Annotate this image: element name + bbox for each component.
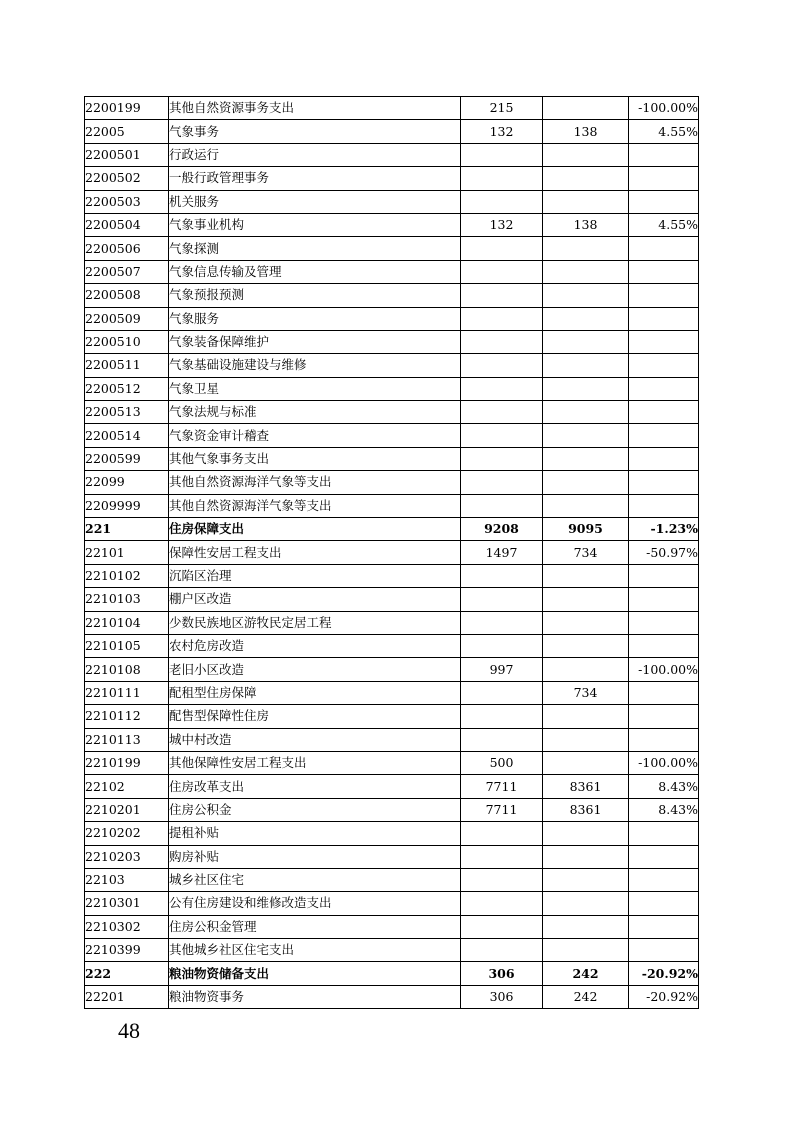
prior-year-amount-cell: 306	[461, 985, 543, 1008]
current-year-amount-cell	[543, 97, 629, 120]
prior-year-amount-cell	[461, 447, 543, 470]
table-row	[85, 190, 699, 213]
prior-year-amount-cell	[461, 564, 543, 587]
subject-code-cell: 2200511	[85, 354, 169, 377]
subject-name-cell: 其他自然资源海洋气象等支出	[169, 494, 461, 517]
subject-code-cell: 2210201	[85, 798, 169, 821]
current-year-amount-cell	[543, 868, 629, 891]
subject-name-cell: 提租补贴	[169, 822, 461, 845]
change-rate-cell: -100.00%	[629, 751, 699, 774]
prior-year-amount-cell	[461, 611, 543, 634]
current-year-amount-cell: 8361	[543, 798, 629, 821]
current-year-amount-cell	[543, 728, 629, 751]
current-year-amount-cell: 138	[543, 213, 629, 236]
change-rate-cell	[629, 588, 699, 611]
current-year-amount-cell	[543, 167, 629, 190]
table-row	[85, 120, 699, 143]
subject-code-cell: 2200199	[85, 97, 169, 120]
table-row	[85, 447, 699, 470]
table-row	[85, 728, 699, 751]
current-year-amount-cell	[543, 845, 629, 868]
subject-code-cell: 2210112	[85, 705, 169, 728]
page-number: 48	[118, 1018, 140, 1043]
subject-code-cell: 2200507	[85, 260, 169, 283]
subject-name-cell: 住房改革支出	[169, 775, 461, 798]
current-year-amount-cell	[543, 284, 629, 307]
current-year-amount-cell	[543, 237, 629, 260]
table-row	[85, 354, 699, 377]
current-year-amount-cell: 242	[543, 985, 629, 1008]
current-year-amount-cell: 734	[543, 681, 629, 704]
subject-code-cell: 22103	[85, 868, 169, 891]
table-row	[85, 915, 699, 938]
prior-year-amount-cell	[461, 307, 543, 330]
table-row	[85, 892, 699, 915]
current-year-amount-cell	[543, 611, 629, 634]
prior-year-amount-cell: 997	[461, 658, 543, 681]
table-row	[85, 775, 699, 798]
subject-name-cell: 住房公积金管理	[169, 915, 461, 938]
current-year-amount-cell: 734	[543, 541, 629, 564]
subject-name-cell: 其他自然资源海洋气象等支出	[169, 471, 461, 494]
change-rate-cell	[629, 822, 699, 845]
subject-name-cell: 其他气象事务支出	[169, 447, 461, 470]
change-rate-cell	[629, 471, 699, 494]
prior-year-amount-cell: 215	[461, 97, 543, 120]
subject-name-cell: 机关服务	[169, 190, 461, 213]
prior-year-amount-cell	[461, 588, 543, 611]
subject-code-cell: 2200504	[85, 213, 169, 236]
subject-name-cell: 购房补贴	[169, 845, 461, 868]
table-row	[85, 471, 699, 494]
prior-year-amount-cell	[461, 892, 543, 915]
change-rate-cell	[629, 260, 699, 283]
subject-code-cell: 2210399	[85, 939, 169, 962]
change-rate-cell: 8.43%	[629, 798, 699, 821]
change-rate-cell	[629, 330, 699, 353]
subject-code-cell: 2200503	[85, 190, 169, 213]
current-year-amount-cell: 9095	[543, 518, 629, 541]
table-row	[85, 939, 699, 962]
prior-year-amount-cell: 500	[461, 751, 543, 774]
subject-name-cell: 一般行政管理事务	[169, 167, 461, 190]
current-year-amount-cell	[543, 447, 629, 470]
subject-code-cell: 2210113	[85, 728, 169, 751]
table-row	[85, 330, 699, 353]
subject-code-cell: 2200514	[85, 424, 169, 447]
change-rate-cell	[629, 401, 699, 424]
table-row	[85, 681, 699, 704]
prior-year-amount-cell	[461, 845, 543, 868]
subject-code-cell: 2210102	[85, 564, 169, 587]
subject-name-cell: 沉陷区治理	[169, 564, 461, 587]
table-row	[85, 985, 699, 1008]
table-row	[85, 658, 699, 681]
current-year-amount-cell: 242	[543, 962, 629, 985]
prior-year-amount-cell	[461, 471, 543, 494]
current-year-amount-cell: 138	[543, 120, 629, 143]
category-total-row	[85, 518, 699, 541]
prior-year-amount-cell	[461, 424, 543, 447]
subject-name-cell: 其他自然资源事务支出	[169, 97, 461, 120]
subject-name-cell: 少数民族地区游牧民定居工程	[169, 611, 461, 634]
subject-name-cell: 气象事务	[169, 120, 461, 143]
prior-year-amount-cell	[461, 143, 543, 166]
change-rate-cell	[629, 728, 699, 751]
current-year-amount-cell	[543, 822, 629, 845]
table-row	[85, 377, 699, 400]
prior-year-amount-cell: 132	[461, 120, 543, 143]
table-row	[85, 401, 699, 424]
change-rate-cell	[629, 237, 699, 260]
change-rate-cell: -100.00%	[629, 658, 699, 681]
change-rate-cell: 4.55%	[629, 213, 699, 236]
current-year-amount-cell	[543, 892, 629, 915]
subject-code-cell: 2200502	[85, 167, 169, 190]
table-row	[85, 143, 699, 166]
subject-code-cell: 22102	[85, 775, 169, 798]
subject-name-cell: 气象法规与标准	[169, 401, 461, 424]
subject-code-cell: 222	[85, 962, 169, 985]
change-rate-cell	[629, 705, 699, 728]
current-year-amount-cell	[543, 915, 629, 938]
prior-year-amount-cell	[461, 260, 543, 283]
subject-code-cell: 2210203	[85, 845, 169, 868]
prior-year-amount-cell	[461, 167, 543, 190]
prior-year-amount-cell	[461, 354, 543, 377]
subject-code-cell: 2209999	[85, 494, 169, 517]
prior-year-amount-cell	[461, 705, 543, 728]
subject-name-cell: 气象服务	[169, 307, 461, 330]
subject-name-cell: 气象预报预测	[169, 284, 461, 307]
prior-year-amount-cell	[461, 284, 543, 307]
subject-name-cell: 气象探测	[169, 237, 461, 260]
subject-code-cell: 2200508	[85, 284, 169, 307]
prior-year-amount-cell	[461, 190, 543, 213]
prior-year-amount-cell: 9208	[461, 518, 543, 541]
subject-name-cell: 其他保障性安居工程支出	[169, 751, 461, 774]
prior-year-amount-cell	[461, 868, 543, 891]
subject-name-cell: 气象资金审计稽查	[169, 424, 461, 447]
change-rate-cell	[629, 611, 699, 634]
subject-name-cell: 配售型保障性住房	[169, 705, 461, 728]
current-year-amount-cell	[543, 260, 629, 283]
subject-name-cell: 气象事业机构	[169, 213, 461, 236]
change-rate-cell	[629, 354, 699, 377]
current-year-amount-cell	[543, 494, 629, 517]
subject-name-cell: 气象基础设施建设与维修	[169, 354, 461, 377]
table-row	[85, 634, 699, 657]
change-rate-cell: -20.92%	[629, 985, 699, 1008]
subject-name-cell: 城中村改造	[169, 728, 461, 751]
prior-year-amount-cell	[461, 401, 543, 424]
subject-code-cell: 22101	[85, 541, 169, 564]
current-year-amount-cell	[543, 939, 629, 962]
change-rate-cell: -1.23%	[629, 518, 699, 541]
subject-name-cell: 粮油物资事务	[169, 985, 461, 1008]
subject-name-cell: 住房公积金	[169, 798, 461, 821]
change-rate-cell	[629, 190, 699, 213]
subject-name-cell: 棚户区改造	[169, 588, 461, 611]
subject-name-cell: 粮油物资储备支出	[169, 962, 461, 985]
current-year-amount-cell	[543, 354, 629, 377]
table-row	[85, 564, 699, 587]
table-row	[85, 307, 699, 330]
subject-code-cell: 22201	[85, 985, 169, 1008]
subject-name-cell: 公有住房建设和维修改造支出	[169, 892, 461, 915]
subject-name-cell: 农村危房改造	[169, 634, 461, 657]
current-year-amount-cell	[543, 588, 629, 611]
change-rate-cell: -50.97%	[629, 541, 699, 564]
change-rate-cell: -100.00%	[629, 97, 699, 120]
subject-name-cell: 气象装备保障维护	[169, 330, 461, 353]
subject-name-cell: 行政运行	[169, 143, 461, 166]
prior-year-amount-cell	[461, 822, 543, 845]
subject-name-cell: 配租型住房保障	[169, 681, 461, 704]
current-year-amount-cell	[543, 330, 629, 353]
subject-code-cell: 2200509	[85, 307, 169, 330]
current-year-amount-cell	[543, 705, 629, 728]
subject-code-cell: 2200599	[85, 447, 169, 470]
table-row	[85, 541, 699, 564]
subject-code-cell: 2210302	[85, 915, 169, 938]
prior-year-amount-cell: 132	[461, 213, 543, 236]
prior-year-amount-cell: 306	[461, 962, 543, 985]
subject-code-cell: 2200501	[85, 143, 169, 166]
current-year-amount-cell	[543, 471, 629, 494]
change-rate-cell: 4.55%	[629, 120, 699, 143]
current-year-amount-cell	[543, 751, 629, 774]
subject-name-cell: 气象信息传输及管理	[169, 260, 461, 283]
change-rate-cell	[629, 167, 699, 190]
current-year-amount-cell	[543, 377, 629, 400]
change-rate-cell: 8.43%	[629, 775, 699, 798]
subject-code-cell: 2200513	[85, 401, 169, 424]
prior-year-amount-cell	[461, 330, 543, 353]
current-year-amount-cell	[543, 658, 629, 681]
table-row	[85, 751, 699, 774]
prior-year-amount-cell	[461, 494, 543, 517]
budget-table	[84, 96, 699, 1009]
subject-name-cell: 保障性安居工程支出	[169, 541, 461, 564]
subject-code-cell: 2210108	[85, 658, 169, 681]
table-row	[85, 97, 699, 120]
current-year-amount-cell	[543, 634, 629, 657]
table-body	[85, 97, 699, 1009]
change-rate-cell	[629, 845, 699, 868]
subject-name-cell: 气象卫星	[169, 377, 461, 400]
table-row	[85, 868, 699, 891]
table-row	[85, 798, 699, 821]
table-row	[85, 494, 699, 517]
change-rate-cell	[629, 494, 699, 517]
current-year-amount-cell	[543, 424, 629, 447]
table-row	[85, 424, 699, 447]
table-row	[85, 705, 699, 728]
change-rate-cell	[629, 892, 699, 915]
subject-code-cell: 22005	[85, 120, 169, 143]
subject-code-cell: 2200512	[85, 377, 169, 400]
change-rate-cell	[629, 564, 699, 587]
current-year-amount-cell	[543, 143, 629, 166]
change-rate-cell	[629, 939, 699, 962]
subject-code-cell: 2210103	[85, 588, 169, 611]
subject-code-cell: 2200506	[85, 237, 169, 260]
change-rate-cell	[629, 447, 699, 470]
change-rate-cell	[629, 681, 699, 704]
current-year-amount-cell	[543, 307, 629, 330]
prior-year-amount-cell	[461, 634, 543, 657]
subject-name-cell: 城乡社区住宅	[169, 868, 461, 891]
change-rate-cell	[629, 143, 699, 166]
current-year-amount-cell	[543, 401, 629, 424]
subject-code-cell: 2210105	[85, 634, 169, 657]
subject-code-cell: 2210104	[85, 611, 169, 634]
current-year-amount-cell	[543, 190, 629, 213]
prior-year-amount-cell	[461, 915, 543, 938]
current-year-amount-cell	[543, 564, 629, 587]
table-row	[85, 167, 699, 190]
subject-code-cell: 2200510	[85, 330, 169, 353]
table-row	[85, 611, 699, 634]
prior-year-amount-cell: 1497	[461, 541, 543, 564]
subject-name-cell: 其他城乡社区住宅支出	[169, 939, 461, 962]
change-rate-cell	[629, 284, 699, 307]
subject-code-cell: 22099	[85, 471, 169, 494]
subject-code-cell: 221	[85, 518, 169, 541]
change-rate-cell	[629, 307, 699, 330]
change-rate-cell	[629, 377, 699, 400]
prior-year-amount-cell	[461, 237, 543, 260]
category-total-row	[85, 962, 699, 985]
table-row	[85, 284, 699, 307]
subject-code-cell: 2210199	[85, 751, 169, 774]
table-row	[85, 260, 699, 283]
table-row	[85, 822, 699, 845]
subject-name-cell: 住房保障支出	[169, 518, 461, 541]
change-rate-cell: -20.92%	[629, 962, 699, 985]
change-rate-cell	[629, 868, 699, 891]
current-year-amount-cell: 8361	[543, 775, 629, 798]
prior-year-amount-cell	[461, 939, 543, 962]
prior-year-amount-cell	[461, 681, 543, 704]
change-rate-cell	[629, 634, 699, 657]
table-row	[85, 213, 699, 236]
prior-year-amount-cell	[461, 728, 543, 751]
subject-name-cell: 老旧小区改造	[169, 658, 461, 681]
change-rate-cell	[629, 424, 699, 447]
subject-code-cell: 2210202	[85, 822, 169, 845]
prior-year-amount-cell: 7711	[461, 798, 543, 821]
table-row	[85, 588, 699, 611]
subject-code-cell: 2210301	[85, 892, 169, 915]
table-row	[85, 845, 699, 868]
change-rate-cell	[629, 915, 699, 938]
prior-year-amount-cell	[461, 377, 543, 400]
prior-year-amount-cell: 7711	[461, 775, 543, 798]
subject-code-cell: 2210111	[85, 681, 169, 704]
table-row	[85, 237, 699, 260]
